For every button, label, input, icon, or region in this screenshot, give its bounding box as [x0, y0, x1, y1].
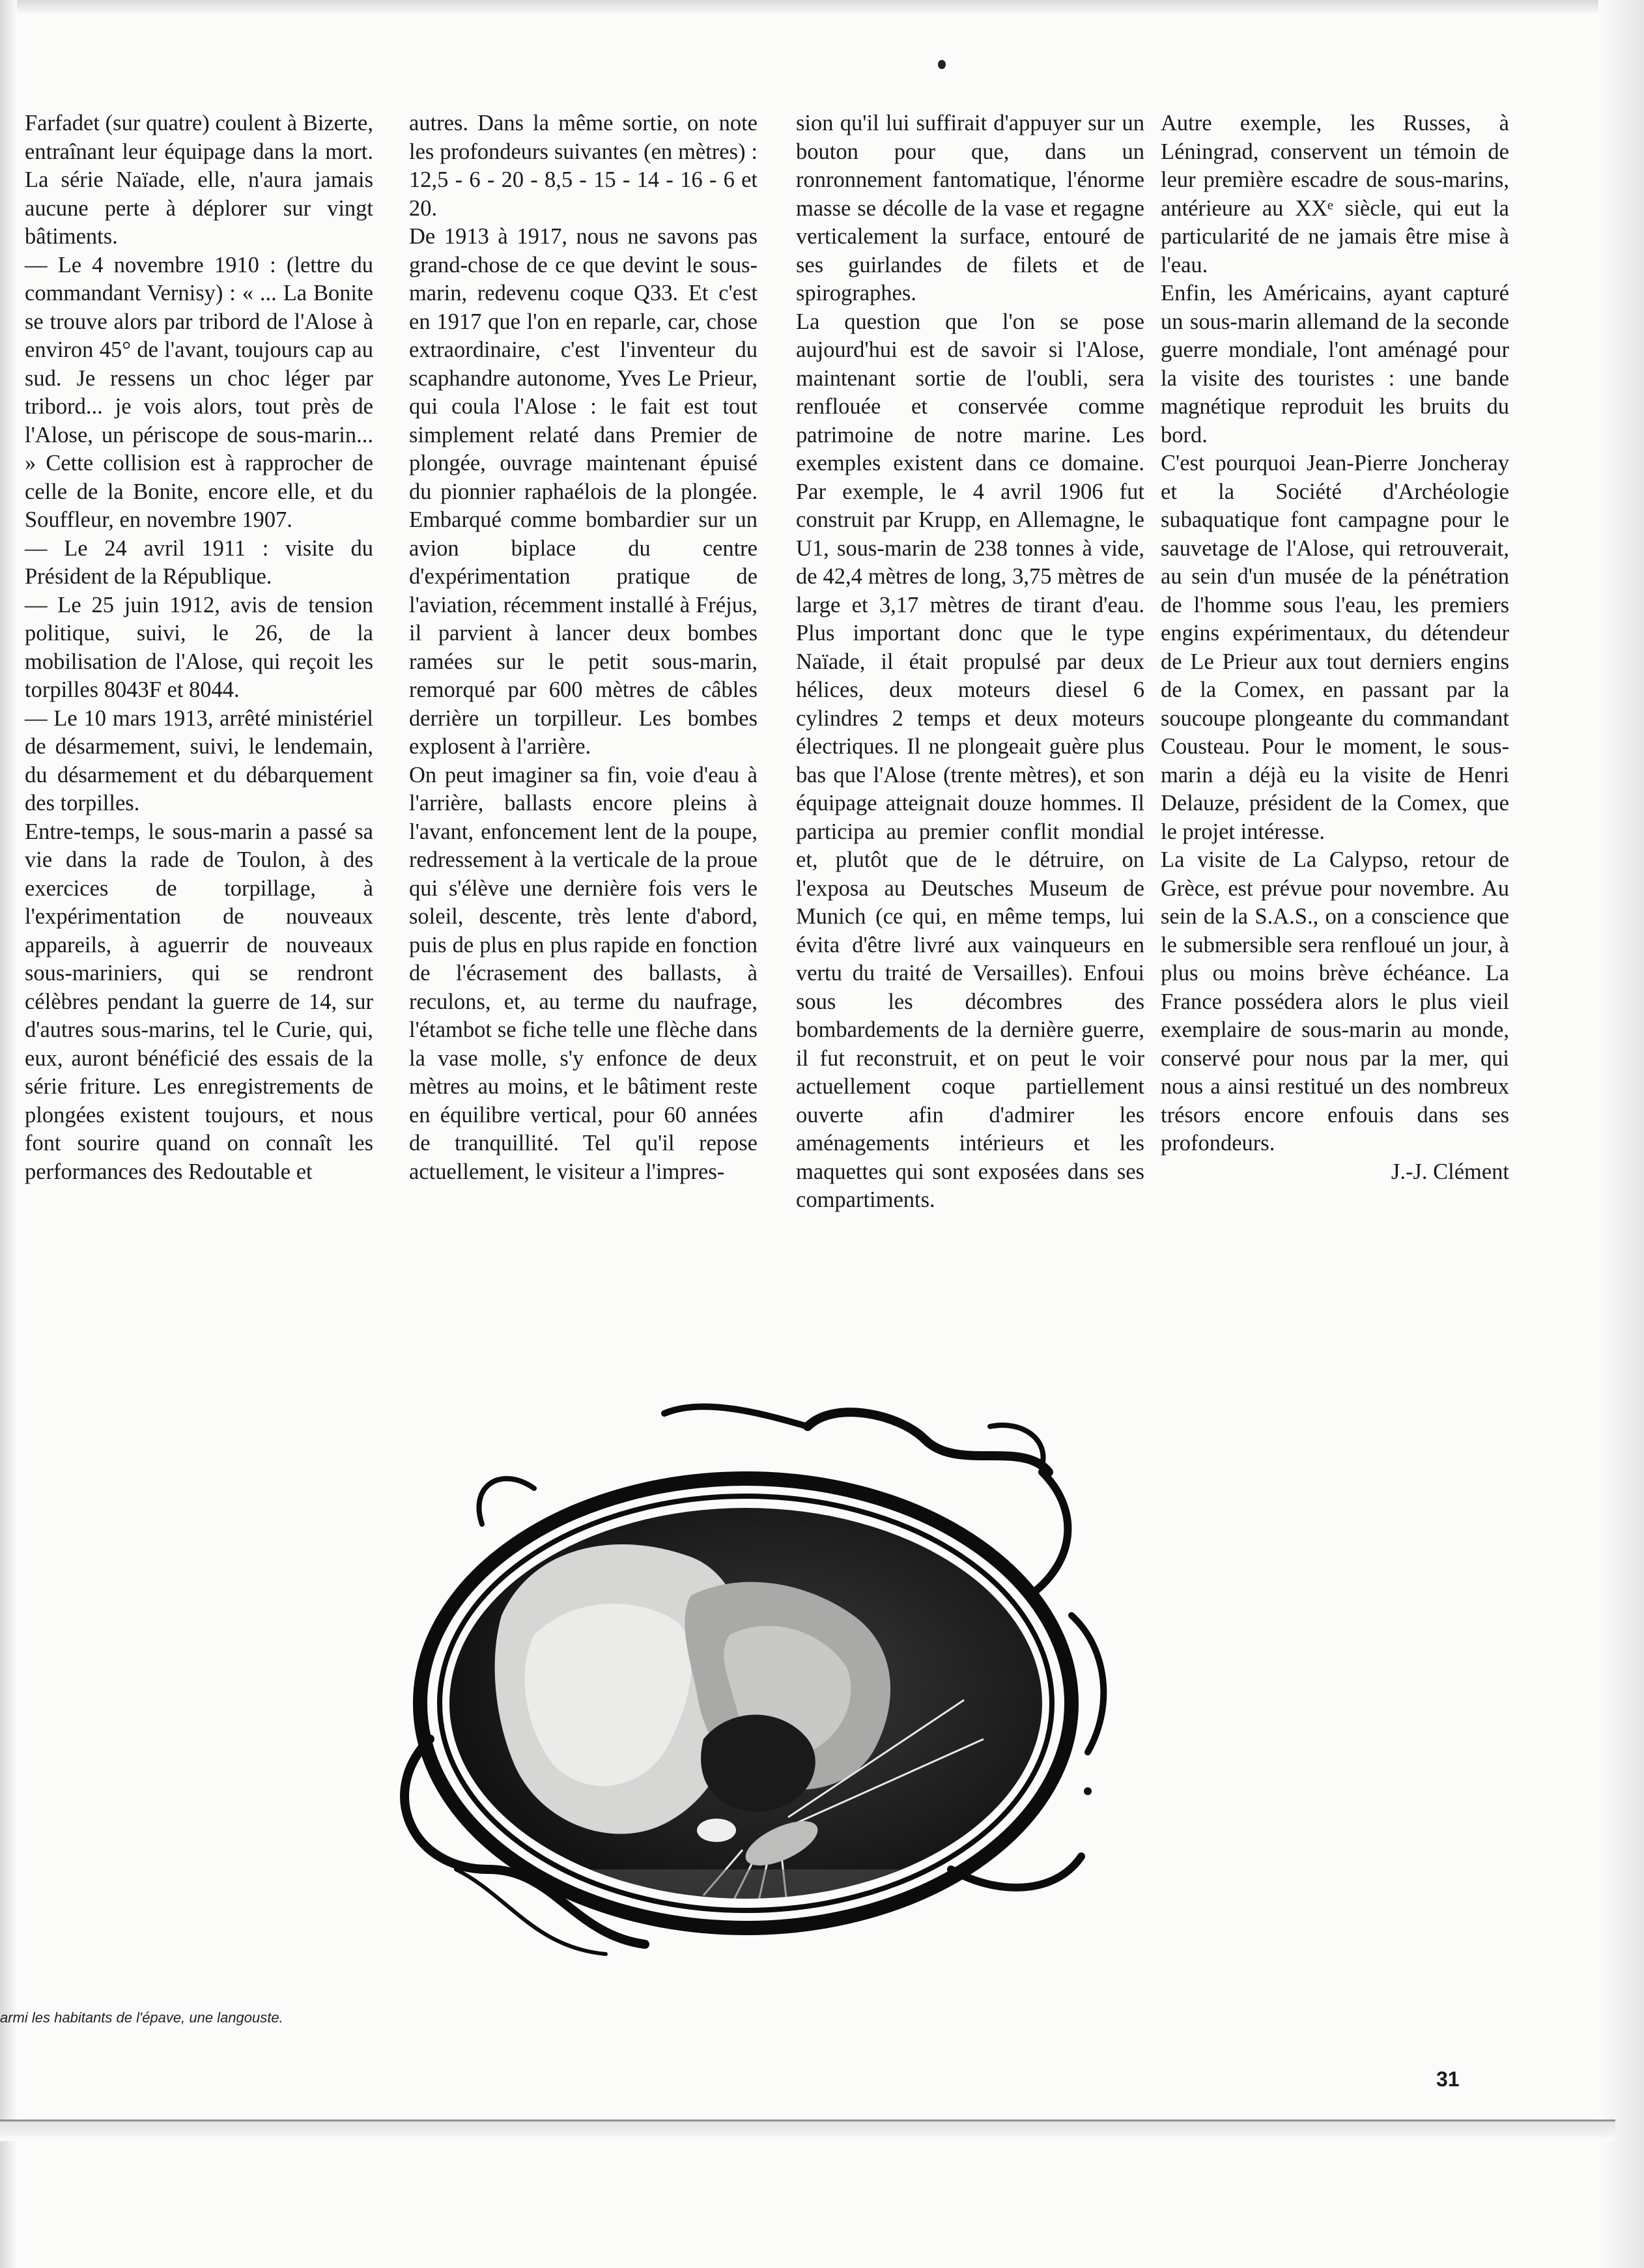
paragraph: La question que l'on se pose aujourd'hui est de savoir si l'Alose, maintenant sortie de l'oubli, sera renflouée et conservée comme patrimoine de notre marine. Les exemples existent dans ce domaine. Par exemple, le 4 avril 1906 fut construit par Krupp, en Allemagne, le U1, sous-marin de 238 tonnes à vide, de 42,4 mètres de long, 3,75 mètres de large et 3,17 mètres de tirant d'eau. Plus important donc que le type Naïade, il était propulsé par deux hélices, deux moteurs diesel 6 cylindres 2 temps et deux moteurs électriques. Il ne plongeait guère plus bas que l'Alose (trente mètres), et son équipage atteignait douze hommes. Il participa au premier conflit mondial et, plutôt que de le détruire, on l'exposa au Deutsches Museum de Munich (ce qui, en même temps, lui évita d'être livré aux vainqueurs en vertu du traité de Versailles). Enfoui sous les décombres des bombardements de la dernière guerre, il fut reconstruit, et on peut le voir actuellement coque partiellement ouverte afin d'admirer les aménagements intérieurs et les maquettes qui sont exposées dans ses compartiments.	[796, 309, 1144, 1212]
article-column-1	[25, 109, 373, 1186]
paragraph: — Le 4 novembre 1910 : (lettre du commandant Vernisy) : « ... La Bonite se trouve alors par tribord de l'Alose à environ 45° de l'avant, toujours cap au sud. Je ressens un choc léger par tribord... je vois alors, tout près de l'Alose, un périscope de sous-marin... » Cette collision est à rapprocher de celle de la Bonite, encore elle, et du Souffleur, en novembre 1907.	[25, 252, 373, 532]
author-signature: J.-J. Clément	[1391, 1159, 1509, 1184]
paragraph: sion qu'il lui suffirait d'appuyer sur un bouton pour que, dans un ronronnement fantomatique, l'énorme masse se décolle de la vase et regagne verticalement la surface, entouré de ses guirlandes de filets et de spirographes.	[796, 111, 1144, 305]
article-column-4	[1161, 109, 1509, 1186]
paper-left-shadow	[0, 0, 17, 2268]
paragraph: C'est pourquoi Jean-Pierre Joncheray et la Société d'Archéologie subaquatique font campagne pour le sauvetage de l'Alose, qui retrouverait, au sein d'un musée de la pénétration de l'homme sous l'eau, les premiers engins expérimentaux, du détendeur de Le Prieur aux tout derniers engins de la Comex, en passant par la soucoupe plongeante du commandant Cousteau. Pour le moment, le sous-marin a déjà eu la visite de Henri Delauze, président de la Comex, que le projet intéresse.	[1161, 451, 1509, 844]
paragraph: On peut imaginer sa fin, voie d'eau à l'arrière, ballasts encore pleins à l'avant, enfoncement lent de la poupe, redressement à la verticale de la proue qui s'élève une dernière fois vers le soleil, descente, très lente d'abord, puis de plus en plus rapide en fonction de l'écrasement des ballasts, à reculons, et, au terme du naufrage, l'étambot se fiche telle une flèche dans la vase molle, s'y enfonce de deux mètres au moins, et le bâtiment reste en équilibre vertical, pour 60 années de tranquillité. Tel qu'il repose actuellement, le visiteur a l'impres-	[409, 762, 758, 1184]
paper-top-edge	[0, 0, 1644, 14]
paragraph: — Le 10 mars 1913, arrêté ministériel de désarmement, suivi, le lendemain, du désarmement et du débarquement des torpilles.	[25, 705, 373, 815]
ink-speck	[938, 60, 946, 69]
paragraph: Entre-temps, le sous-marin a passé sa vie dans la rade de Toulon, à des exercices de torpillage, à l'expérimentation de nouveaux appareils, à aguerrir de nouveaux sous-mariniers, qui se rendront célèbres pendant la guerre de 14, sur d'autres sous-marins, tel le Curie, qui, eux, auront bénéficié des essais de la série friture. Les enregistrements de plongées existent toujours, et nous font sourire quand on connaît les performances des Redoutable et	[25, 819, 373, 1184]
paragraph: Enfin, les Américains, ayant capturé un sous-marin allemand de la seconde guerre mondiale, l'ont aménagé pour la visite des touristes : une bande magnétique reproduit les bruits du bord.	[1161, 281, 1509, 447]
article-column-2	[409, 109, 758, 1186]
paragraph: Autre exemple, les Russes, à Léningrad, conservent un témoin de leur première escadre de sous-marins, antérieure au XXᵉ siècle, qui eut la particularité de ne jamais être mise à l'eau.	[1161, 111, 1509, 277]
paragraph: — Le 24 avril 1911 : visite du Président de la République.	[25, 535, 373, 589]
article-column-3	[796, 109, 1144, 1215]
framed-photo-langouste	[339, 1400, 1159, 1967]
fold-shadow	[0, 2121, 1615, 2141]
paragraph: autres. Dans la même sortie, on note les profondeurs suivantes (en mètres) : 12,5 - 6 - 20 - 8,5 - 15 - 14 - 16 - 6 et 20.	[409, 111, 758, 221]
page-number: 31	[1436, 2067, 1460, 2091]
paper-right-edge	[1598, 0, 1644, 2268]
paragraph: Farfadet (sur quatre) coulent à Bizerte, entraînant leur équipage dans la mort. La série Naïade, elle, n'aura jamais aucune perte à déplorer sur vingt bâtiments.	[25, 111, 373, 249]
paragraph: De 1913 à 1917, nous ne savons pas grand-chose de ce que devint le sous-marin, redevenu coque Q33. Et c'est en 1917 que l'on en reparle, car, chose extraordinaire, c'est l'inventeur du scaphandre autonome, Yves Le Prieur, qui coula l'Alose : le fait est tout simplement relaté dans Premier de plongée, ouvrage maintenant épuisé du pionnier raphaélois de la plongée. Embarqué comme bombardier sur un avion biplace du centre d'expérimentation pratique de l'aviation, récemment installé à Fréjus, il parvient à lancer deux bombes ramées sur le petit sous-marin, remorqué par 600 mètres de câbles derrière un torpilleur. Les bombes explosent à l'arrière.	[409, 224, 758, 759]
paragraph: — Le 25 juin 1912, avis de tension politique, suivi, le 26, de la mobilisation de l'Alose, qui reçoit les torpilles 8043F et 8044.	[25, 592, 373, 702]
photo-caption: armi les habitants de l'épave, une langouste.	[0, 2009, 283, 2026]
paragraph: La visite de La Calypso, retour de Grèce, est prévue pour novembre. Au sein de la S.A.S., on a conscience que le submersible sera renfloué un jour, à plus ou moins brève échéance. La France possédera alors le plus vieil exemplaire de sous-marin au monde, conservé pour nous par la mer, qui nous a ainsi restitué un des nombreux trésors encore enfouis dans ses profondeurs.	[1161, 847, 1509, 1155]
